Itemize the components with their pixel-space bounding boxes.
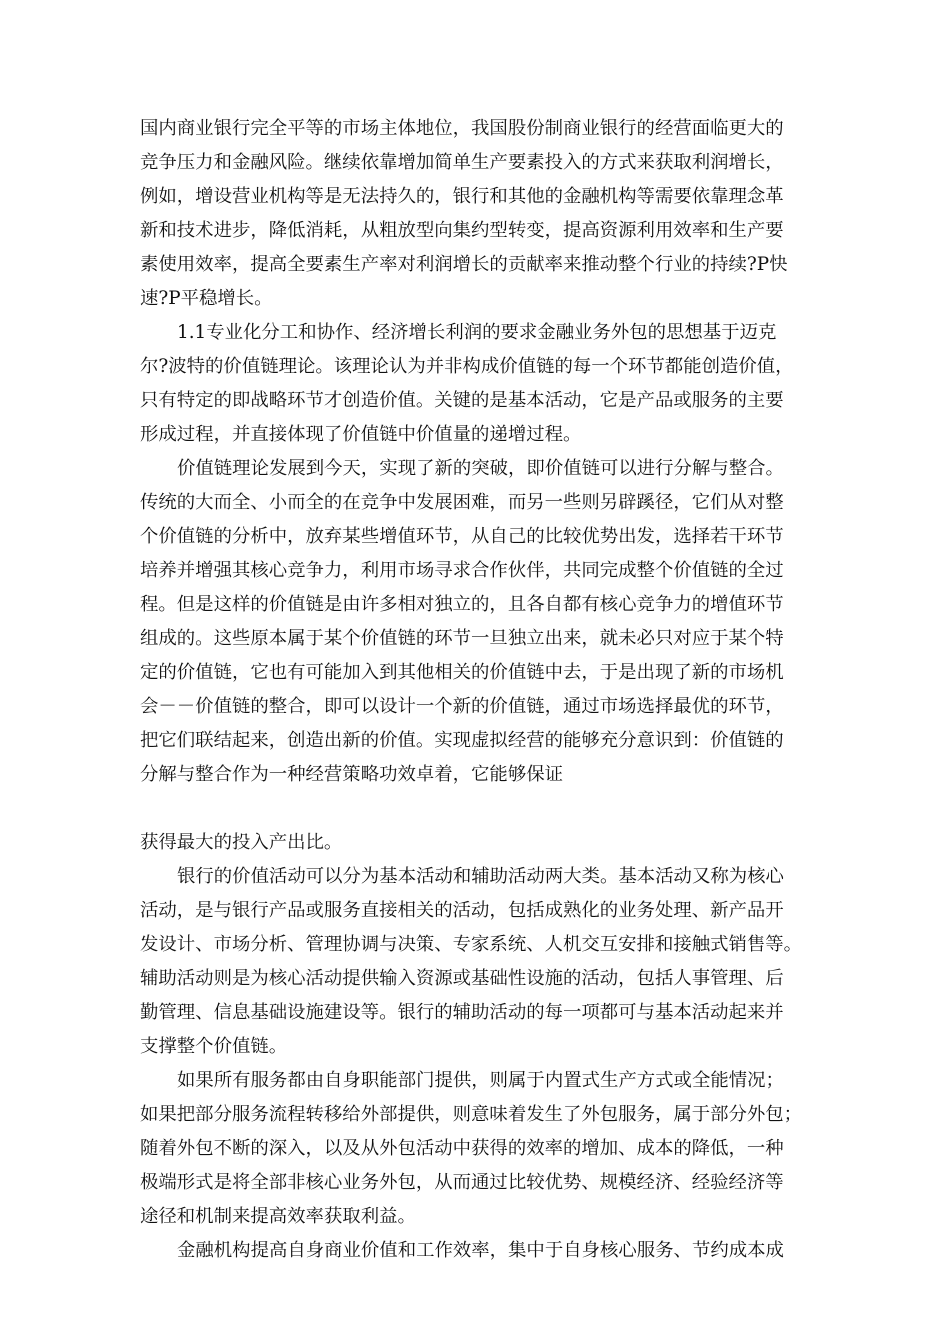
text-line: 把它们联结起来，创造出新的价值。实现虚拟经营的能够充分意识到：价值链的 (140, 730, 784, 751)
text-line: 活动，是与银行产品或服务直接相关的活动，包括成熟化的业务处理、新产品开 (140, 900, 784, 921)
text-line: 途径和机制来提高效率获取利益。 (140, 1206, 416, 1227)
text-line: 发设计、市场分析、管理协调与决策、专家系统、人机交互安排和接触式销售等。 (140, 934, 803, 955)
paragraph-first-line: 1.1专业化分工和协作、经济增长利润的要求金融业务外包的思想基于迈克 (177, 322, 777, 343)
paragraph-first-line: 价值链理论发展到今天，实现了新的突破，即价值链可以进行分解与整合。 (177, 458, 784, 479)
text-line: 定的价值链，它也有可能加入到其他相关的价值链中去，于是出现了新的市场机 (140, 662, 784, 683)
text-line: 极端形式是将全部非核心业务外包，从而通过比较优势、规模经济、经验经济等 (140, 1172, 784, 1193)
text-line: 竞争压力和金融风险。继续依靠增加简单生产要素投入的方式来获取利润增长， (140, 152, 784, 173)
paragraph-first-line: 金融机构提高自身商业价值和工作效率，集中于自身核心服务、节约成本成 (177, 1240, 784, 1261)
text-line: 程。但是这样的价值链是由许多相对独立的，且各自都有核心竞争力的增值环节 (140, 594, 784, 615)
text-line: 例如，增设营业机构等是无法持久的，银行和其他的金融机构等需要依靠理念革 (140, 186, 784, 207)
text-line: 个价值链的分析中，放弃某些增值环节，从自己的比较优势出发，选择若干环节 (140, 526, 784, 547)
text-line: 随着外包不断的深入，以及从外包活动中获得的效率的增加、成本的降低，一种 (140, 1138, 784, 1159)
text-line: 尔?波特的价值链理论。该理论认为并非构成价值链的每一个环节都能创造价值， (140, 356, 794, 377)
text-line: 只有特定的即战略环节才创造价值。关键的是基本活动，它是产品或服务的主要 (140, 390, 784, 411)
text-line: 形成过程，并直接体现了价值链中价值量的递增过程。 (140, 424, 582, 445)
text-line: 分解与整合作为一种经营策略功效卓着，它能够保证 (140, 764, 563, 785)
text-line: 会－－价值链的整合，即可以设计一个新的价值链，通过市场选择最优的环节， (140, 696, 784, 717)
text-line: 国内商业银行完全平等的市场主体地位，我国股份制商业银行的经营面临更大的 (140, 118, 784, 139)
text-line: 培养并增强其核心竞争力，利用市场寻求合作伙伴，共同完成整个价值链的全过 (140, 560, 784, 581)
text-line: 勤管理、信息基础设施建设等。银行的辅助活动的每一项都可与基本活动起来并 (140, 1002, 784, 1023)
text-line: 速?P平稳增长。 (140, 288, 273, 309)
text-line: 新和技术进步，降低消耗，从粗放型向集约型转变，提高资源利用效率和生产要 (140, 220, 784, 241)
text-line: 传统的大而全、小而全的在竞争中发展困难，而另一些则另辟蹊径，它们从对整 (140, 492, 784, 513)
text-line: 获得最大的投入产出比。 (140, 832, 343, 853)
text-line: 素使用效率，提高全要素生产率对利润增长的贡献率来推动整个行业的持续?P快 (140, 254, 788, 275)
paragraph-first-line: 银行的价值活动可以分为基本活动和辅助活动两大类。基本活动又称为核心 (177, 866, 784, 887)
text-line: 支撑整个价值链。 (140, 1036, 288, 1057)
paragraph-first-line: 如果所有服务都由自身职能部门提供，则属于内置式生产方式或全能情况； (177, 1070, 784, 1091)
text-line: 如果把部分服务流程转移给外部提供，则意味着发生了外包服务，属于部分外包； (140, 1104, 803, 1125)
text-line: 组成的。这些原本属于某个价值链的环节一旦独立出来，就未必只对应于某个特 (140, 628, 784, 649)
text-line: 辅助活动则是为核心活动提供输入资源或基础性设施的活动，包括人事管理、后 (140, 968, 784, 989)
